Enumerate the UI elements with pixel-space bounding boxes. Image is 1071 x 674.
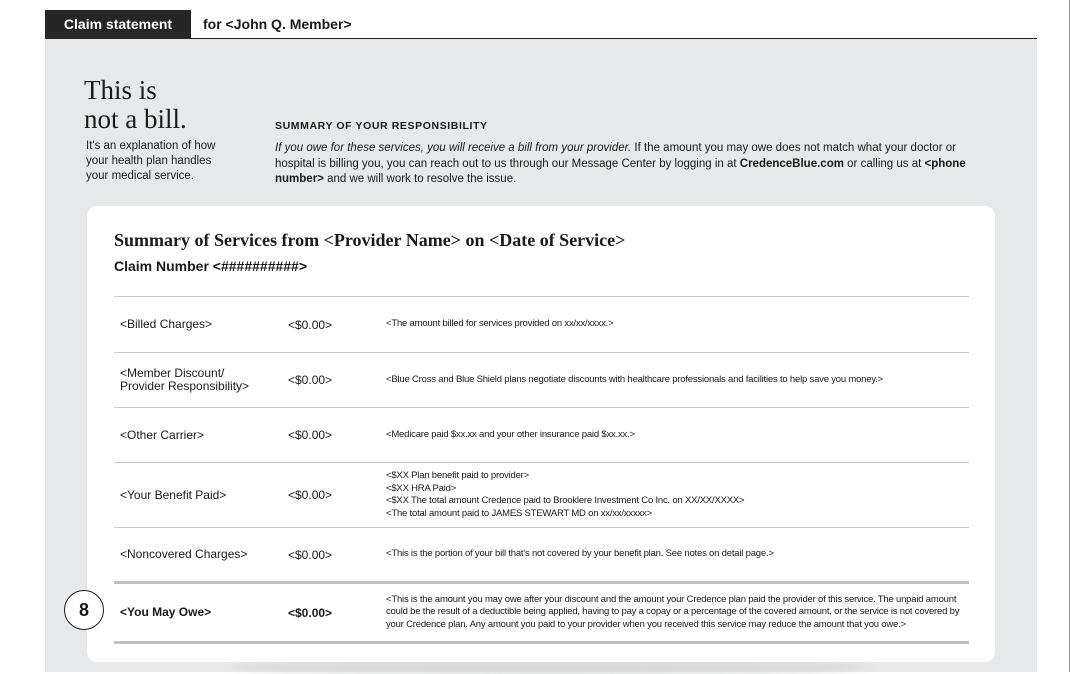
- row-label: <Noncovered Charges>: [120, 547, 248, 561]
- row-description: <The amount billed for services provided on xx/xx/xxxx.>: [386, 318, 614, 330]
- summary-table: [114, 296, 969, 644]
- benefit-line: <$XX The total amount Credence paid to Brooklere Investment Co Inc. on XX/XX/XXXX>: [386, 495, 745, 506]
- row-label: <Your Benefit Paid>: [120, 487, 227, 502]
- row-amount: <$0.00>: [288, 428, 333, 442]
- responsibility-text-part2: or calling us at: [843, 157, 925, 170]
- member-name-label: for <John Q. Member>: [203, 16, 352, 32]
- row-label: <Billed Charges>: [120, 317, 213, 331]
- website-link[interactable]: CredenceBlue.com: [739, 157, 844, 170]
- responsibility-text-part3: and we will work to resolve the issue.: [323, 173, 517, 185]
- row-description: [386, 470, 961, 520]
- tab-claim-statement[interactable]: Claim statement: [45, 10, 191, 39]
- table-row: [114, 407, 969, 462]
- row-amount: <$0.00>: [288, 317, 333, 332]
- table-row: [114, 462, 969, 527]
- row-amount: <$0.00>: [288, 547, 333, 562]
- row-description: <This is the amount you may owe after your discount and the amount your Credence plan paid the provider of this service. The unpaid amount could be the result of a deductible being applied, having to pay a copay or a percentage of the covered amount, or the service is not covered by your Credence plan. Any amount you paid to your provider when you received this service may reduce the amount that you owe.>: [386, 593, 960, 630]
- row-amount: <$0.00>: [288, 488, 333, 502]
- row-label: <Other Carrier>: [120, 427, 205, 442]
- responsibility-text-part1: If the amount you may owe does not match what your doctor or hospital is billing you, you can reach out to us through our Message Center by logging in at: [275, 142, 956, 170]
- callout-badge: 8: [64, 590, 104, 630]
- table-row-total: [114, 581, 969, 644]
- claim-number: Claim Number <##########>: [114, 258, 308, 274]
- table-row: [114, 527, 969, 581]
- phone-number: <phone number>: [275, 157, 966, 185]
- frame-border: [1069, 0, 1070, 672]
- table-row: [114, 352, 969, 407]
- benefit-line: <The total amount paid to JAMES STEWART MD on xx/xx/xxxxx>: [386, 507, 652, 519]
- hero-title-line1: This is: [84, 75, 157, 105]
- table-row: [114, 296, 969, 352]
- benefit-line: <$XX HRA Paid>: [386, 482, 457, 494]
- statement-tabs: [45, 10, 1037, 39]
- responsibility-intro: If you owe for these services, you will receive a bill from your provider.: [275, 142, 632, 154]
- row-description: <Medicare paid $xx.xx and your other insurance paid $xx.xx.>: [386, 428, 635, 440]
- responsibility-heading: SUMMARY OF YOUR RESPONSIBILITY: [275, 120, 488, 132]
- hero-title: [84, 76, 187, 134]
- row-label: <You May Owe>: [120, 605, 212, 619]
- benefit-line: <$XX Plan benefit paid to provider>: [386, 470, 529, 481]
- row-amount: <$0.00>: [288, 605, 333, 620]
- summary-title: Summary of Services from <Provider Name> on <Date of Service>: [114, 230, 626, 250]
- row-description: <Blue Cross and Blue Shield plans negotiate discounts with healthcare professionals and facilities to help save you money.>: [386, 373, 883, 385]
- hero-subtitle: It's an explanation of how your health plan handles your medical service.: [86, 140, 216, 182]
- responsibility-text: [275, 141, 995, 188]
- row-description: <This is the portion of your bill that's not covered by your benefit plan. See notes on detail page.>: [386, 548, 774, 560]
- row-amount: <$0.00>: [288, 373, 333, 387]
- hero-title-line2: not a bill.: [84, 104, 187, 134]
- row-label: <Member Discount/ Provider Responsibility>: [120, 366, 250, 393]
